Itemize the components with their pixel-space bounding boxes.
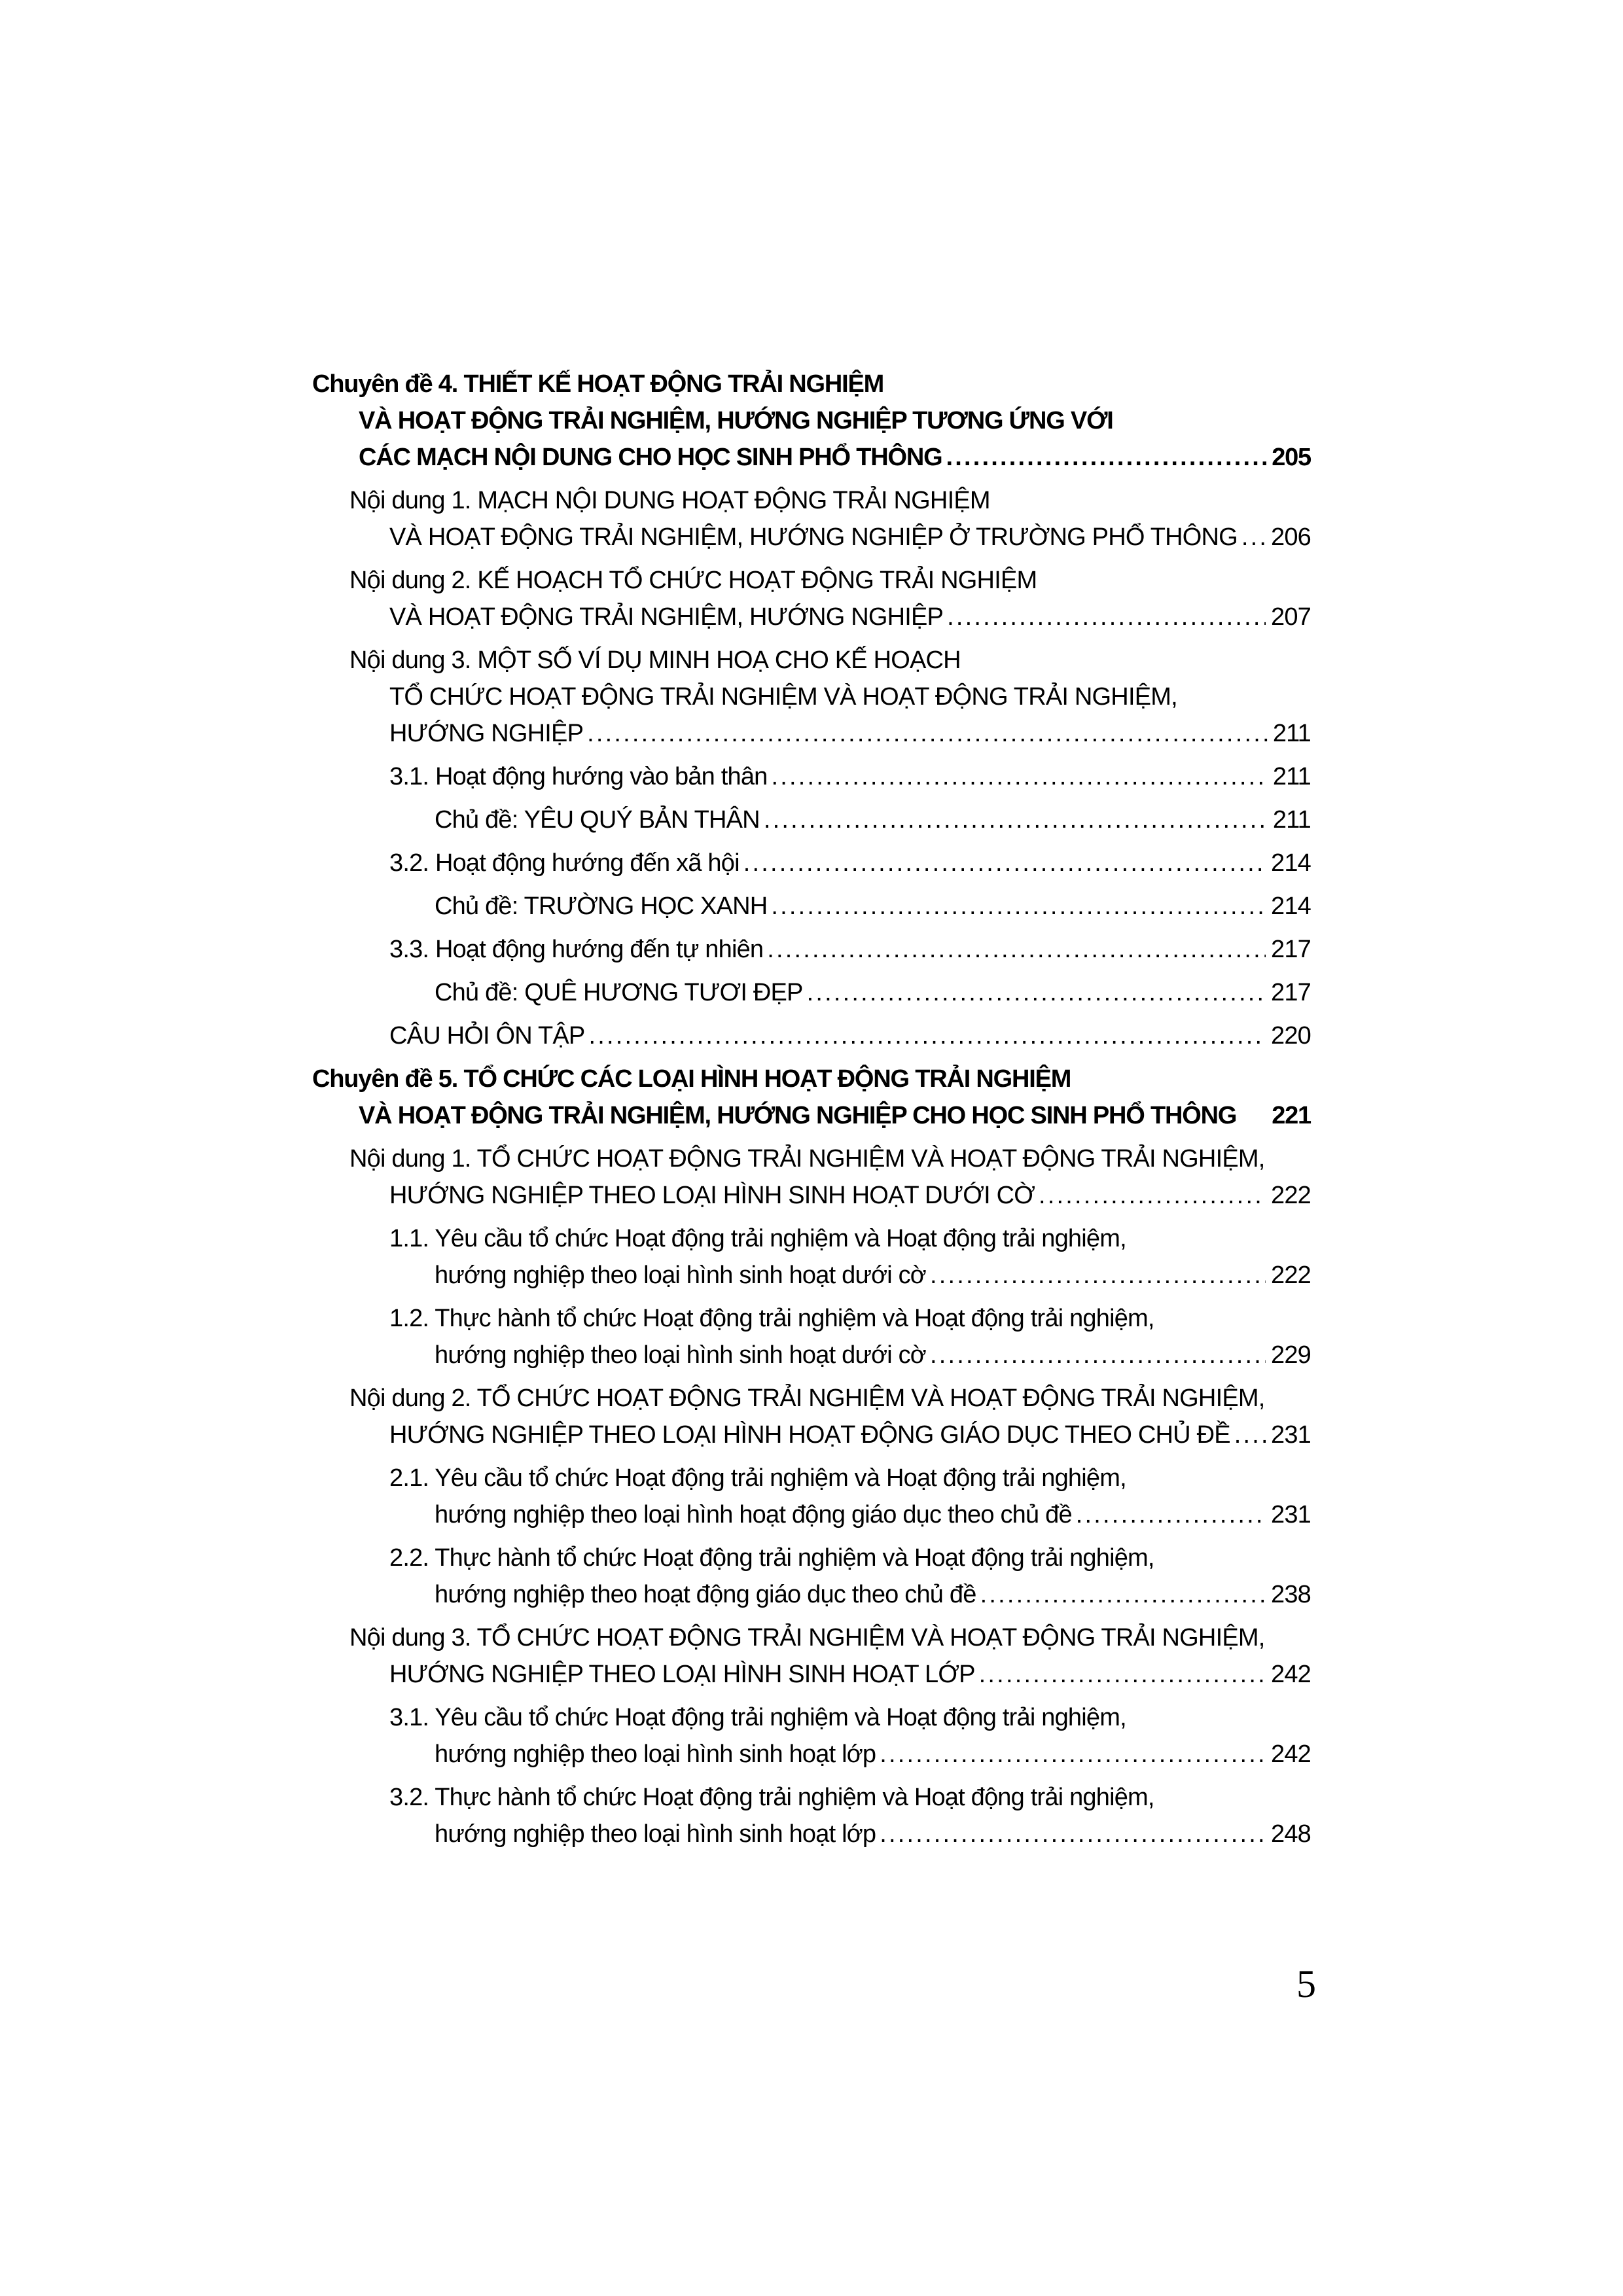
- toc-line: [312, 1300, 1311, 1337]
- dot-leader: [740, 845, 1266, 881]
- toc-line: [312, 802, 1311, 838]
- toc-line-text: VÀ HOẠT ĐỘNG TRẢI NGHIỆM, HƯỚNG NGHIỆP Ở TRƯỜNG PHỔ THÔNG: [389, 523, 1238, 551]
- toc-entry: [312, 1540, 1311, 1613]
- toc-line: [312, 562, 1311, 599]
- dot-leader: [975, 1656, 1266, 1693]
- toc-line-text: hướng nghiệp theo loại hình sinh hoạt dưới cờ: [435, 1341, 926, 1369]
- toc-line: [312, 679, 1311, 715]
- dot-leader: [1230, 1417, 1266, 1453]
- toc-page-number: 205: [1272, 444, 1311, 471]
- dot-leader: [926, 1257, 1266, 1294]
- toc-line-text: CÁC MẠCH NỘI DUNG CHO HỌC SINH PHỔ THÔNG: [359, 444, 942, 471]
- toc-line: [312, 1220, 1311, 1257]
- toc-page-number: 222: [1270, 1182, 1311, 1209]
- toc-entry: [312, 562, 1311, 635]
- toc-entry: [312, 1619, 1311, 1693]
- toc-page-number: 229: [1270, 1341, 1311, 1369]
- toc-line-text: hướng nghiệp theo loại hình hoạt động giáo dục theo chủ đề: [435, 1501, 1072, 1528]
- toc-line-text: Nội dung 1. MẠCH NỘI DUNG HOẠT ĐỘNG TRẢI NGHIỆM: [349, 487, 990, 514]
- toc-line: [312, 758, 1311, 795]
- toc-line-text: 2.1. Yêu cầu tổ chức Hoạt động trải nghiệm và Hoạt động trải nghiệm,: [389, 1464, 1126, 1492]
- dot-leader: [876, 1736, 1266, 1773]
- toc-line-text: 1.2. Thực hành tổ chức Hoạt động trải nghiệm và Hoạt động trải nghiệm,: [389, 1305, 1154, 1332]
- dot-leader: [976, 1576, 1266, 1613]
- toc-line-text: VÀ HOẠT ĐỘNG TRẢI NGHIỆM, HƯỚNG NGHIỆP CHO HỌC SINH PHỔ THÔNG: [359, 1102, 1237, 1129]
- dot-leader: [1035, 1177, 1266, 1214]
- dot-leader: [942, 439, 1266, 476]
- toc-line-text: Chủ đề: QUÊ HƯƠNG TƯƠI ĐẸP: [435, 979, 803, 1006]
- toc-line: [312, 1337, 1311, 1373]
- toc-page-number: 211: [1272, 763, 1311, 790]
- toc-line: [312, 519, 1311, 556]
- toc-line-text: HƯỚNG NGHIỆP THEO LOẠI HÌNH SINH HOẠT DƯỚI CỜ: [389, 1182, 1035, 1209]
- toc-page-number: 217: [1270, 936, 1311, 963]
- toc-entry: [312, 758, 1311, 795]
- toc-page-number: 242: [1270, 1740, 1311, 1768]
- toc-line-text: hướng nghiệp theo loại hình sinh hoạt dưới cờ: [435, 1262, 926, 1289]
- toc-line: [312, 1619, 1311, 1656]
- toc-line: [312, 845, 1311, 881]
- toc-line: [312, 642, 1311, 679]
- dot-leader: [763, 931, 1266, 968]
- toc-line-text: HƯỚNG NGHIỆP THEO LOẠI HÌNH HOẠT ĐỘNG GIÁO DỤC THEO CHỦ ĐỀ: [389, 1421, 1230, 1449]
- toc-line: [312, 1576, 1311, 1613]
- toc-line: [312, 1097, 1311, 1134]
- toc-line-text: 2.2. Thực hành tổ chức Hoạt động trải nghiệm và Hoạt động trải nghiệm,: [389, 1544, 1154, 1572]
- toc-entry: [312, 974, 1311, 1011]
- toc-line-text: 3.3. Hoạt động hướng đến tự nhiên: [389, 936, 764, 963]
- toc-line-text: hướng nghiệp theo loại hình sinh hoạt lớp: [435, 1740, 876, 1768]
- toc-line-text: hướng nghiệp theo loại hình sinh hoạt lớp: [435, 1820, 876, 1848]
- dot-leader: [943, 599, 1266, 635]
- toc-line-text: Nội dung 3. MỘT SỐ VÍ DỤ MINH HOẠ CHO KẾ HOẠCH: [349, 646, 961, 674]
- toc-entry: [312, 802, 1311, 838]
- toc-page-number: 221: [1272, 1102, 1311, 1129]
- toc-page-number: 222: [1270, 1262, 1311, 1289]
- toc-line-text: hướng nghiệp theo hoạt động giáo dục theo chủ đề: [435, 1581, 976, 1608]
- toc-entry: [312, 1140, 1311, 1214]
- footer-page-number: 5: [1296, 1962, 1316, 2005]
- toc-line: [312, 1656, 1311, 1693]
- toc-page-number: 220: [1270, 1022, 1311, 1050]
- toc-line-text: Nội dung 2. TỔ CHỨC HOẠT ĐỘNG TRẢI NGHIỆM VÀ HOẠT ĐỘNG TRẢI NGHIỆM,: [349, 1385, 1265, 1412]
- toc-entry: [312, 642, 1311, 752]
- toc-line-text: 1.1. Yêu cầu tổ chức Hoạt động trải nghiệm và Hoạt động trải nghiệm,: [389, 1225, 1126, 1252]
- toc-line-text: VÀ HOẠT ĐỘNG TRẢI NGHIỆM, HƯỚNG NGHIỆP: [389, 603, 944, 631]
- toc-line: [312, 1496, 1311, 1533]
- toc-entry: [312, 1779, 1311, 1852]
- toc-line-text: 3.2. Hoạt động hướng đến xã hội: [389, 849, 740, 877]
- toc-line: [312, 715, 1311, 752]
- toc-line: [312, 1736, 1311, 1773]
- toc-page-number: 231: [1270, 1501, 1311, 1528]
- toc-line: [312, 1540, 1311, 1576]
- toc-line-text: Nội dung 1. TỔ CHỨC HOẠT ĐỘNG TRẢI NGHIỆM VÀ HOẠT ĐỘNG TRẢI NGHIỆM,: [349, 1145, 1265, 1173]
- toc-page-number: 207: [1270, 603, 1311, 631]
- toc-page-number: 211: [1272, 806, 1311, 834]
- toc-line-text: HƯỚNG NGHIỆP THEO LOẠI HÌNH SINH HOẠT LỚP: [389, 1661, 975, 1688]
- toc-line-text: Chủ đề: YÊU QUÝ BẢN THÂN: [435, 806, 760, 834]
- toc-line-text: Nội dung 2. KẾ HOẠCH TỔ CHỨC HOẠT ĐỘNG TRẢI NGHIỆM: [349, 567, 1037, 594]
- toc-line: [312, 1699, 1311, 1736]
- toc-line: [312, 1140, 1311, 1177]
- toc-line-text: TỔ CHỨC HOẠT ĐỘNG TRẢI NGHIỆM VÀ HOẠT ĐỘNG TRẢI NGHIỆM,: [389, 683, 1177, 711]
- dot-leader: [767, 888, 1266, 925]
- toc-line-text: HƯỚNG NGHIỆP: [389, 720, 584, 747]
- dot-leader: [1238, 519, 1266, 556]
- toc-line-text: 3.1. Hoạt động hướng vào bản thân: [389, 763, 768, 790]
- toc-line-text: 3.1. Yêu cầu tổ chức Hoạt động trải nghiệm và Hoạt động trải nghiệm,: [389, 1704, 1126, 1731]
- toc-page-number: 238: [1270, 1581, 1311, 1608]
- toc-line: [312, 439, 1311, 476]
- toc-page-number: 231: [1270, 1421, 1311, 1449]
- toc-page-number: 217: [1270, 979, 1311, 1006]
- toc-line-text: Nội dung 3. TỔ CHỨC HOẠT ĐỘNG TRẢI NGHIỆM VÀ HOẠT ĐỘNG TRẢI NGHIỆM,: [349, 1624, 1265, 1651]
- dot-leader: [768, 758, 1268, 795]
- dot-leader: [926, 1337, 1266, 1373]
- toc-entry: [312, 1061, 1311, 1134]
- toc-entry: [312, 1380, 1311, 1453]
- toc-entry: [312, 1460, 1311, 1533]
- toc-line: [312, 1460, 1311, 1496]
- toc-page-number: 214: [1270, 892, 1311, 920]
- toc-entry: [312, 888, 1311, 925]
- toc-line-text: 3.2. Thực hành tổ chức Hoạt động trải nghiệm và Hoạt động trải nghiệm,: [389, 1784, 1154, 1811]
- toc-page-number: 214: [1270, 849, 1311, 877]
- toc-entry: [312, 1699, 1311, 1773]
- table-of-contents: [312, 366, 1311, 1852]
- toc-line: [312, 482, 1311, 519]
- toc-line-text: Chuyên đề 4. THIẾT KẾ HOẠT ĐỘNG TRẢI NGHIỆM: [312, 370, 884, 398]
- toc-line: [312, 366, 1311, 402]
- toc-entry: [312, 482, 1311, 556]
- toc-line: [312, 1061, 1311, 1097]
- toc-line: [312, 1417, 1311, 1453]
- dot-leader: [876, 1816, 1266, 1852]
- toc-line: [312, 1380, 1311, 1417]
- dot-leader: [803, 974, 1266, 1011]
- toc-line-text: CÂU HỎI ÔN TẬP: [389, 1022, 585, 1050]
- toc-entry: [312, 931, 1311, 968]
- toc-line: [312, 931, 1311, 968]
- toc-line-text: Chuyên đề 5. TỔ CHỨC CÁC LOẠI HÌNH HOẠT ĐỘNG TRẢI NGHIỆM: [312, 1065, 1071, 1093]
- toc-line: [312, 1257, 1311, 1294]
- toc-page-number: 211: [1272, 720, 1311, 747]
- dot-leader: [584, 1017, 1266, 1054]
- toc-line-text: VÀ HOẠT ĐỘNG TRẢI NGHIỆM, HƯỚNG NGHIỆP TƯƠNG ỨNG VỚI: [359, 407, 1113, 434]
- dot-leader: [760, 802, 1268, 838]
- toc-entry: [312, 1300, 1311, 1373]
- toc-line: [312, 1816, 1311, 1852]
- dot-leader: [583, 715, 1268, 752]
- toc-entry: [312, 1220, 1311, 1294]
- toc-line: [312, 402, 1311, 439]
- toc-page-number: 248: [1270, 1820, 1311, 1848]
- toc-entry: [312, 366, 1311, 476]
- toc-page-number: 206: [1270, 523, 1311, 551]
- toc-line: [312, 888, 1311, 925]
- toc-entry: [312, 845, 1311, 881]
- toc-line: [312, 1017, 1311, 1054]
- toc-line-text: Chủ đề: TRƯỜNG HỌC XANH: [435, 892, 768, 920]
- toc-page-number: 242: [1270, 1661, 1311, 1688]
- toc-line: [312, 974, 1311, 1011]
- dot-leader: [1072, 1496, 1266, 1533]
- toc-entry: [312, 1017, 1311, 1054]
- toc-line: [312, 599, 1311, 635]
- toc-line: [312, 1779, 1311, 1816]
- toc-line: [312, 1177, 1311, 1214]
